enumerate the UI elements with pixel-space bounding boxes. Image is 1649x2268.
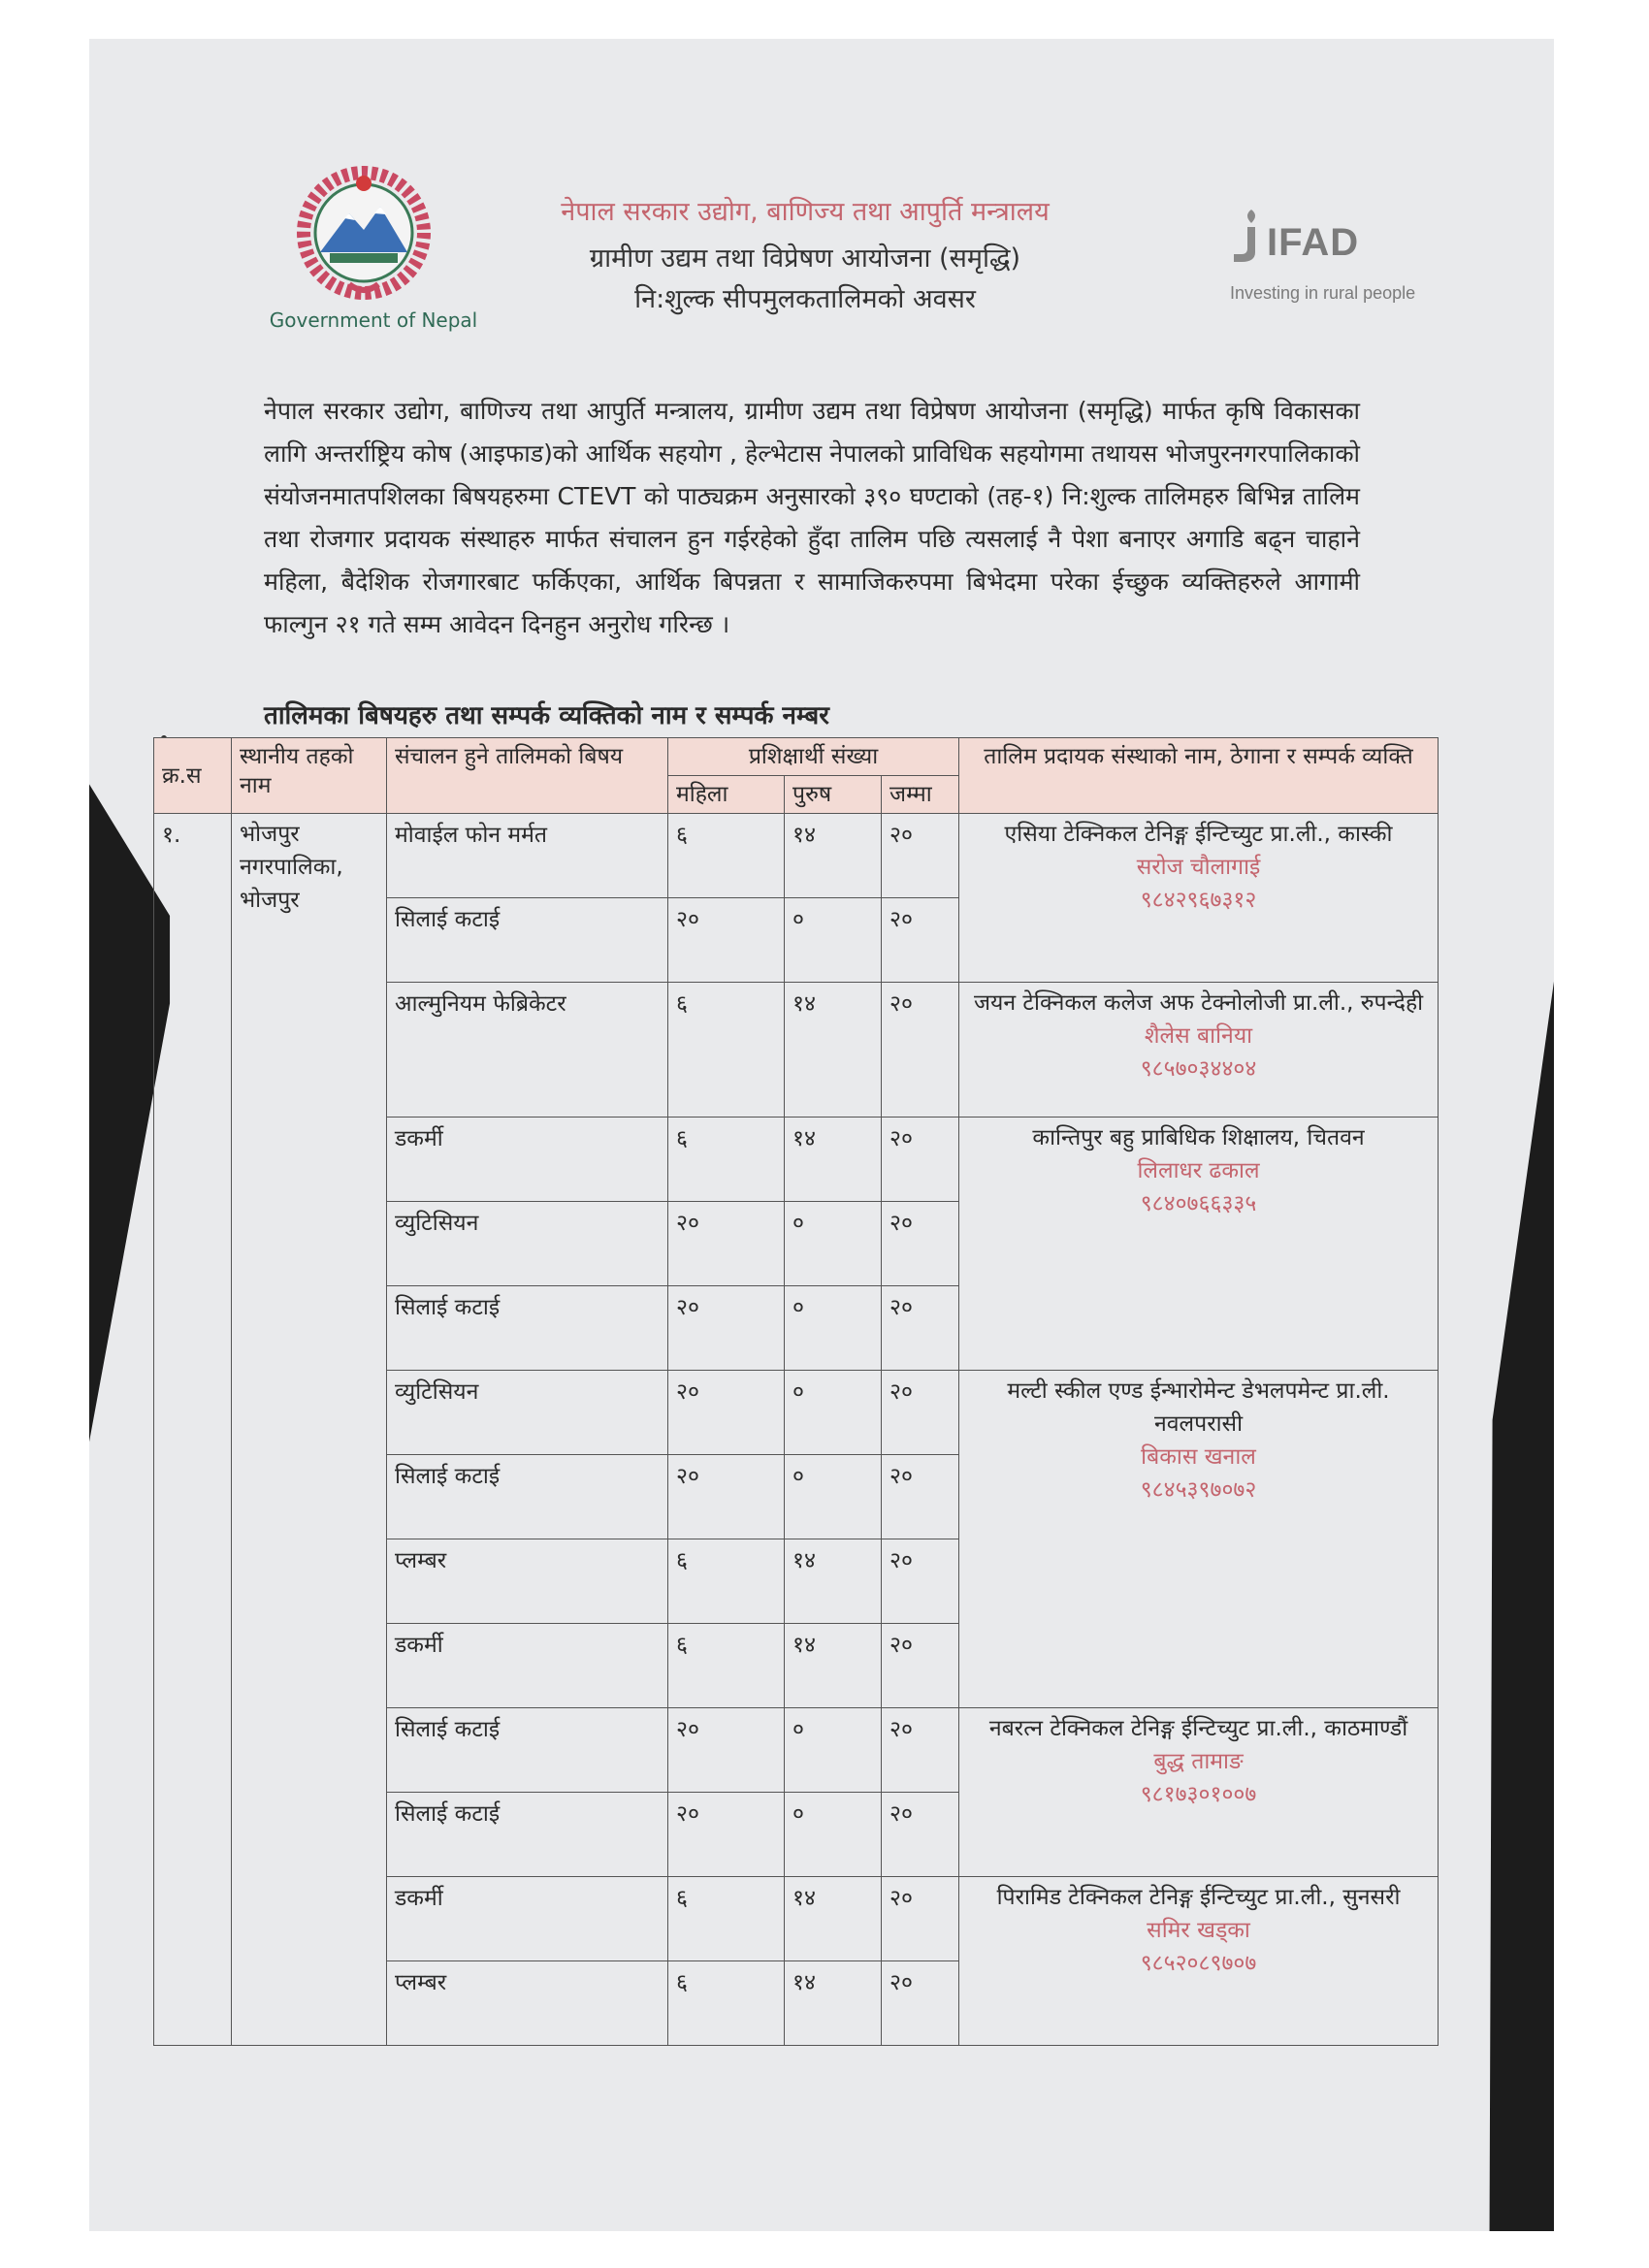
- total-cell: २०: [882, 814, 959, 898]
- contact-phone: ९८५७०३४४०४: [1140, 1056, 1257, 1082]
- total-cell: २०: [882, 1877, 959, 1961]
- provider-name: नबरत्न टेक्निकल टेनिङ्ग ईन्टिच्युट प्रा.ली., काठमाण्डौं: [988, 1716, 1408, 1741]
- total-cell: २०: [882, 898, 959, 983]
- total-cell: २०: [882, 1371, 959, 1455]
- provider-name: कान्तिपुर बहु प्राबिधिक शिक्षालय, चितवन: [1032, 1125, 1365, 1150]
- contact-person: समिर खड्का: [1147, 1918, 1250, 1943]
- local-level-name: भोजपुर नगरपालिका, भोजपुर: [232, 814, 387, 2046]
- female-cell: २०: [668, 1793, 785, 1877]
- provider-cell: [959, 1877, 1439, 2046]
- total-cell: २०: [882, 1539, 959, 1624]
- provider-name: पिरामिड टेक्निकल टेनिङ्ग ईन्टिच्युट प्रा.ली., सुनसरी: [996, 1885, 1401, 1910]
- subject-cell: व्युटिसियन: [387, 1371, 668, 1455]
- table-row: [154, 814, 1439, 898]
- subject-cell: प्लम्बर: [387, 1539, 668, 1624]
- male-cell: ०: [785, 898, 882, 983]
- header-provider: तालिम प्रदायक संस्थाको नाम, ठेगाना र सम्पर्क व्यक्ति: [959, 738, 1439, 814]
- subject-cell: व्युटिसियन: [387, 1202, 668, 1286]
- contact-person: सरोज चौलागाई: [1136, 855, 1261, 880]
- header-male: पुरुष: [785, 776, 882, 814]
- header-trainees: प्रशिक्षार्थी संख्या: [668, 738, 959, 776]
- contact-phone: ९८४२९६७३१२: [1140, 888, 1257, 913]
- ifad-tagline: Investing in rural people: [1230, 283, 1416, 303]
- total-cell: २०: [882, 1455, 959, 1539]
- male-cell: ०: [785, 1793, 882, 1877]
- total-cell: २०: [882, 1708, 959, 1793]
- male-cell: १४: [785, 1539, 882, 1624]
- notice-title: नि:शुल्क सीपमुलकतालिमको अवसर: [634, 284, 976, 314]
- provider-name: जयन टेक्निकल कलेज अफ टेक्नोलोजी प्रा.ली., रुपन्देही: [973, 990, 1424, 1016]
- male-cell: १४: [785, 1118, 882, 1202]
- row-sn: १.: [154, 814, 232, 2046]
- training-table: [153, 737, 1439, 2046]
- header-sn: क्र.स: [154, 738, 232, 814]
- provider-cell: [959, 1371, 1439, 1708]
- male-cell: ०: [785, 1455, 882, 1539]
- provider-cell: [959, 1118, 1439, 1371]
- provider-name: एसिया टेक्निकल टेनिङ्ग ईन्टिच्युट प्रा.ली., कास्की: [1004, 822, 1393, 847]
- male-cell: १४: [785, 1624, 882, 1708]
- subject-cell: आल्मुनियम फेब्रिकेटर: [387, 983, 668, 1118]
- total-cell: २०: [882, 983, 959, 1118]
- total-cell: २०: [882, 1793, 959, 1877]
- total-cell: २०: [882, 1202, 959, 1286]
- male-cell: १४: [785, 1961, 882, 2046]
- male-cell: ०: [785, 1371, 882, 1455]
- subject-cell: सिलाई कटाई: [387, 1286, 668, 1371]
- ministry-title: नेपाल सरकार उद्योग, बाणिज्य तथा आपुर्ति मन्त्रालय: [561, 197, 1050, 227]
- table-heading: तालिमका बिषयहरु तथा सम्पर्क व्यक्तिको नाम र सम्पर्क नम्बर: [264, 701, 829, 730]
- provider-cell: [959, 814, 1439, 983]
- subject-cell: सिलाई कटाई: [387, 1793, 668, 1877]
- contact-phone: ९८५२०८९७०७: [1140, 1951, 1257, 1976]
- provider-cell: [959, 1708, 1439, 1877]
- female-cell: ६: [668, 1877, 785, 1961]
- total-cell: २०: [882, 1118, 959, 1202]
- female-cell: २०: [668, 1371, 785, 1455]
- subject-cell: प्लम्बर: [387, 1961, 668, 2046]
- female-cell: २०: [668, 1455, 785, 1539]
- subject-cell: सिलाई कटाई: [387, 898, 668, 983]
- subject-cell: सिलाई कटाई: [387, 1455, 668, 1539]
- female-cell: ६: [668, 1118, 785, 1202]
- subject-cell: मोवाईल फोन मर्मत: [387, 814, 668, 898]
- contact-person: लिलाधर ढकाल: [1137, 1158, 1260, 1183]
- female-cell: ६: [668, 814, 785, 898]
- subject-cell: सिलाई कटाई: [387, 1708, 668, 1793]
- header-female: महिला: [668, 776, 785, 814]
- subject-cell: डकर्मी: [387, 1877, 668, 1961]
- female-cell: २०: [668, 1708, 785, 1793]
- female-cell: २०: [668, 898, 785, 983]
- female-cell: २०: [668, 1202, 785, 1286]
- male-cell: ०: [785, 1286, 882, 1371]
- total-cell: २०: [882, 1286, 959, 1371]
- header-total: जम्मा: [882, 776, 959, 814]
- female-cell: ६: [668, 983, 785, 1118]
- male-cell: १४: [785, 983, 882, 1118]
- nepal-emblem-icon: [291, 160, 436, 306]
- male-cell: १४: [785, 1877, 882, 1961]
- contact-person: बुद्ध तामाङ: [1153, 1749, 1244, 1774]
- provider-name: मल्टी स्कील एण्ड ईन्भारोमेन्ट डेभलपमेन्ट प्रा.ली. नवलपरासी: [1007, 1378, 1390, 1437]
- header-local: स्थानीय तहको नाम: [232, 738, 387, 814]
- total-cell: २०: [882, 1961, 959, 2046]
- provider-cell: [959, 983, 1439, 1118]
- header-subject: संचालन हुने तालिमको बिषय: [387, 738, 668, 814]
- male-cell: ०: [785, 1708, 882, 1793]
- subject-cell: डकर्मी: [387, 1118, 668, 1202]
- contact-phone: ९८४०७६६३३५: [1140, 1191, 1257, 1216]
- ifad-logo-text: IFAD: [1267, 221, 1360, 264]
- female-cell: ६: [668, 1961, 785, 2046]
- ifad-mark-icon: [1230, 206, 1267, 264]
- contact-person: शैलेस बानिया: [1144, 1023, 1253, 1049]
- male-cell: १४: [785, 814, 882, 898]
- female-cell: २०: [668, 1286, 785, 1371]
- total-cell: २०: [882, 1624, 959, 1708]
- contact-phone: ९८१७३०१००७: [1140, 1782, 1257, 1807]
- female-cell: ६: [668, 1624, 785, 1708]
- male-cell: ०: [785, 1202, 882, 1286]
- intro-paragraph: नेपाल सरकार उद्योग, बाणिज्य तथा आपुर्ति मन्त्रालय, ग्रामीण उद्यम तथा विप्रेषण आयोजना (समृद्धि) मार्फत कृषि विकासका लागि अन्तर्राष्ट्रिय कोष (आइफाड)को आर्थिक सहयोग , हेल्भेटास नेपालको प्राविधिक सहयोगमा तथायस भोजपुरनगरपालिकाको संयोजनमातपशिलका बिषयहरुमा CTEVT को पाठ्यक्रम अनुसारको ३९० घण्टाको (तह-१) नि:शुल्क तालिमहरु बिभिन्न तालिम तथा रोजगार प्रदायक संस्थाहरु मार्फत संचालन हुन गईरहेको हुँदा तालिम पछि त्यसलाई नै पेशा बनाएर अगाडि बढ्न चाहाने महिला, बैदेशिक रोजगारबाट फर्किएका, आर्थिक बिपन्नता र सामाजिकरुपमा बिभेदमा परेका ईच्छुक व्यक्तिहरुले आगामी फाल्गुन २१ गते सम्म आवेदन दिनहुन अनुरोध गरिन्छ ।: [264, 397, 1360, 638]
- contact-phone: ९८४५३९७०७२: [1140, 1477, 1257, 1503]
- contact-person: बिकास खनाल: [1141, 1444, 1256, 1470]
- project-title: ग्रामीण उद्यम तथा विप्रेषण आयोजना (समृद्धि): [589, 243, 1021, 274]
- gov-label: Government of Nepal: [269, 308, 478, 332]
- female-cell: ६: [668, 1539, 785, 1624]
- subject-cell: डकर्मी: [387, 1624, 668, 1708]
